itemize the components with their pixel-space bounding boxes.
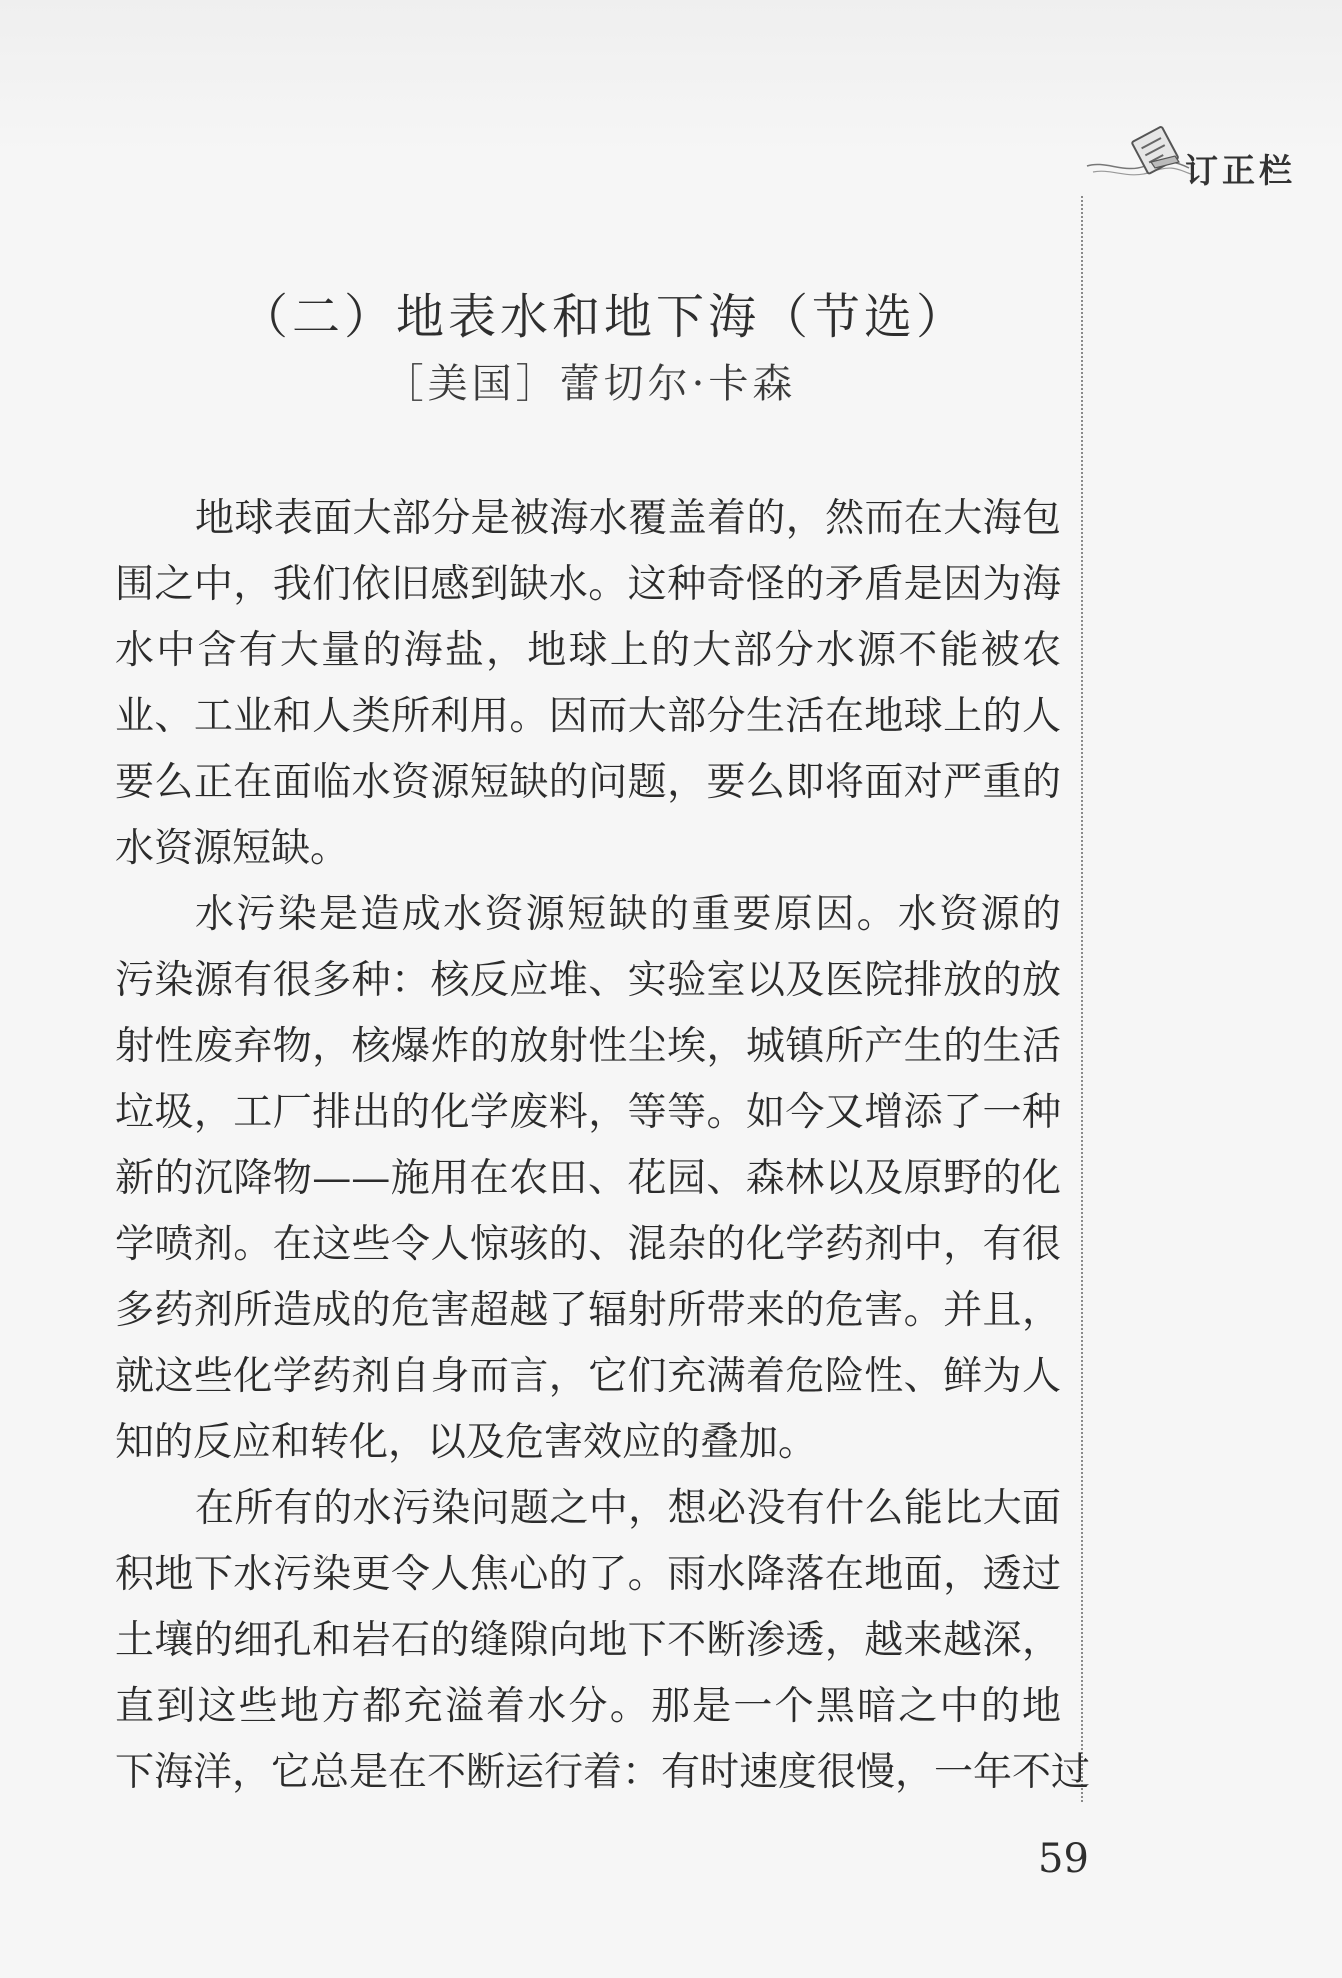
article-body bbox=[115, 486, 1091, 1806]
text-line: 射性废弃物，核爆炸的放射性尘埃，城镇所产生的生活 bbox=[115, 1024, 1061, 1069]
pencil-note-icon bbox=[1085, 122, 1195, 192]
text-line: 业、工业和人类所利用。因而大部分生活在地球上的人 bbox=[115, 694, 1061, 739]
text-line: 围之中，我们依旧感到缺水。这种奇怪的矛盾是因为海 bbox=[115, 562, 1061, 607]
text-line: 知的反应和转化，以及危害效应的叠加。 bbox=[115, 1420, 818, 1465]
text-line: 垃圾，工厂排出的化学废料，等等。如今又增添了一种 bbox=[115, 1090, 1061, 1135]
text-line: 要么正在面临水资源短缺的问题，要么即将面对严重的 bbox=[115, 760, 1061, 805]
text-line: 学喷剂。在这些令人惊骇的、混杂的化学药剂中，有很 bbox=[115, 1222, 1061, 1267]
text-line: 在所有的水污染问题之中，想必没有什么能比大面 bbox=[195, 1486, 1061, 1531]
text-line: 土壤的细孔和岩石的缝隙向地下不断渗透，越来越深， bbox=[115, 1618, 1061, 1663]
text-line: 就这些化学药剂自身而言，它们充满着危险性、鲜为人 bbox=[115, 1354, 1061, 1399]
text-line: 地球表面大部分是被海水覆盖着的，然而在大海包 bbox=[195, 496, 1061, 541]
text-line: 下海洋，它总是在不断运行着：有时速度很慢，一年不过 bbox=[115, 1750, 1091, 1795]
text-line: 直到这些地方都充溢着水分。那是一个黑暗之中的地 bbox=[115, 1684, 1061, 1729]
article-title: （二）地表水和地下海（节选） bbox=[240, 289, 969, 345]
text-line: 水中含有大量的海盐，地球上的大部分水源不能被农 bbox=[115, 628, 1061, 673]
correction-column-label: 订正栏 bbox=[1185, 151, 1296, 190]
text-line: 积地下水污染更令人焦心的了。雨水降落在地面，透过 bbox=[115, 1552, 1061, 1597]
article-author: ［美国］蕾切尔·卡森 bbox=[383, 361, 797, 407]
text-line: 水污染是造成水资源短缺的重要原因。水资源的 bbox=[195, 892, 1061, 937]
text-line: 污染源有很多种：核反应堆、实验室以及医院排放的放 bbox=[115, 958, 1061, 1003]
text-line: 水资源短缺。 bbox=[115, 826, 350, 871]
text-line: 新的沉降物——施用在农田、花园、森林以及原野的化 bbox=[115, 1156, 1061, 1201]
page-number: 59 bbox=[1038, 1836, 1089, 1882]
correction-column-header bbox=[1085, 122, 1325, 192]
text-line: 多药剂所造成的危害超越了辐射所带来的危害。并且， bbox=[115, 1288, 1061, 1333]
correction-column-divider bbox=[1081, 196, 1083, 1802]
